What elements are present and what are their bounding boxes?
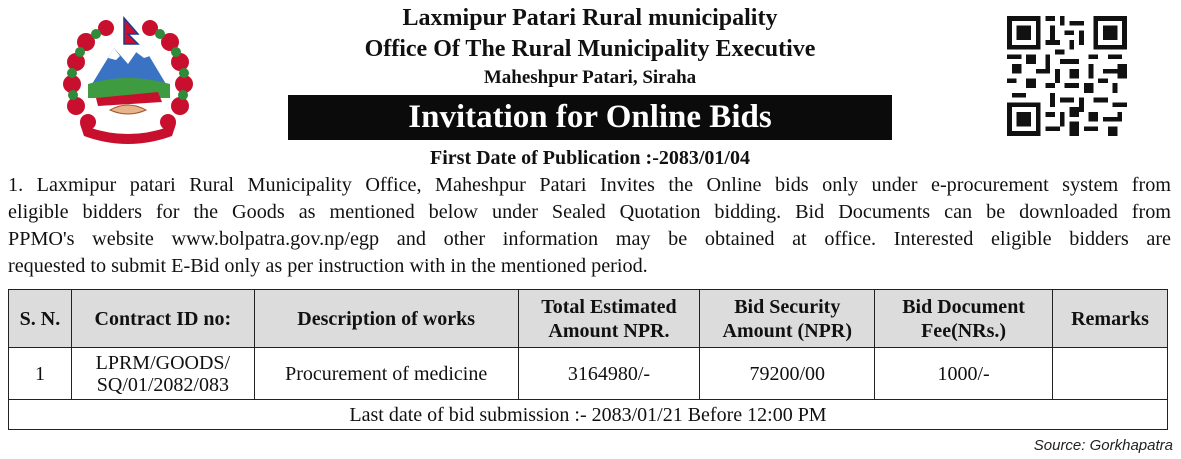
notice-body bbox=[8, 172, 1171, 280]
cell-document-fee: 1000/- bbox=[875, 348, 1053, 400]
table-header-row bbox=[9, 290, 1168, 348]
cell-bid-security: 79200/00 bbox=[700, 348, 875, 400]
cell-contract-id-line2: SQ/01/2082/083 bbox=[96, 373, 229, 396]
header-estimated-amount-line1: Total Estimated bbox=[541, 295, 677, 318]
notice-title: Invitation for Online Bids bbox=[288, 95, 892, 140]
header-bid-security-line2: Amount (NPR) bbox=[722, 319, 852, 342]
header-document-fee bbox=[875, 290, 1053, 348]
header-remarks: Remarks bbox=[1053, 290, 1168, 348]
header-estimated-amount-line2: Amount NPR. bbox=[548, 319, 670, 342]
notice-line: 1. Laxmipur patari Rural Municipality Office, Maheshpur Patari Invites the Online bids only under e-procurement system from bbox=[8, 174, 1171, 196]
notice-line: eligible bidders for the Goods as mentioned below under Sealed Quotation bidding. Bid Documents can be downloaded from bbox=[8, 201, 1171, 223]
cell-estimated-amount: 3164980/- bbox=[518, 348, 700, 400]
bids-table bbox=[8, 289, 1168, 430]
table-row-deadline bbox=[9, 400, 1168, 430]
office-location: Maheshpur Patari, Siraha bbox=[483, 67, 697, 88]
notice-line: PPMO's website www.bolpatra.gov.np/egp and other information may be obtained at office. Interested eligible bidders are bbox=[8, 228, 1171, 250]
header-description: Description of works bbox=[254, 290, 518, 348]
source-credit: Source: Gorkhapatra bbox=[1033, 437, 1173, 454]
header-estimated-amount bbox=[518, 290, 700, 348]
publication-date: First Date of Publication :-2083/01/04 bbox=[430, 147, 750, 169]
header-bid-security-line1: Bid Security bbox=[734, 295, 841, 318]
submission-deadline: Last date of bid submission :- 2083/01/21 Before 12:00 PM bbox=[9, 400, 1168, 430]
header-contract-id: Contract ID no: bbox=[71, 290, 254, 348]
cell-contract-id bbox=[71, 348, 254, 400]
cell-sn: 1 bbox=[9, 348, 72, 400]
cell-contract-id-line1: LPRM/GOODS/ bbox=[95, 351, 231, 374]
header-document-fee-line1: Bid Document bbox=[902, 295, 1025, 318]
header-bid-security bbox=[700, 290, 875, 348]
qr-code-icon bbox=[1005, 16, 1129, 136]
municipality-name: Laxmipur Patari Rural municipality bbox=[402, 5, 778, 31]
header-document-fee-line2: Fee(NRs.) bbox=[921, 319, 1007, 342]
table-row bbox=[9, 348, 1168, 400]
cell-remarks bbox=[1053, 348, 1168, 400]
notice-line: requested to submit E-Bid only as per instruction with in the mentioned period. bbox=[8, 255, 648, 277]
nepal-emblem-icon bbox=[58, 14, 198, 146]
header-sn: S. N. bbox=[9, 290, 72, 348]
cell-description: Procurement of medicine bbox=[254, 348, 518, 400]
office-name: Office Of The Rural Municipality Executive bbox=[364, 36, 816, 62]
